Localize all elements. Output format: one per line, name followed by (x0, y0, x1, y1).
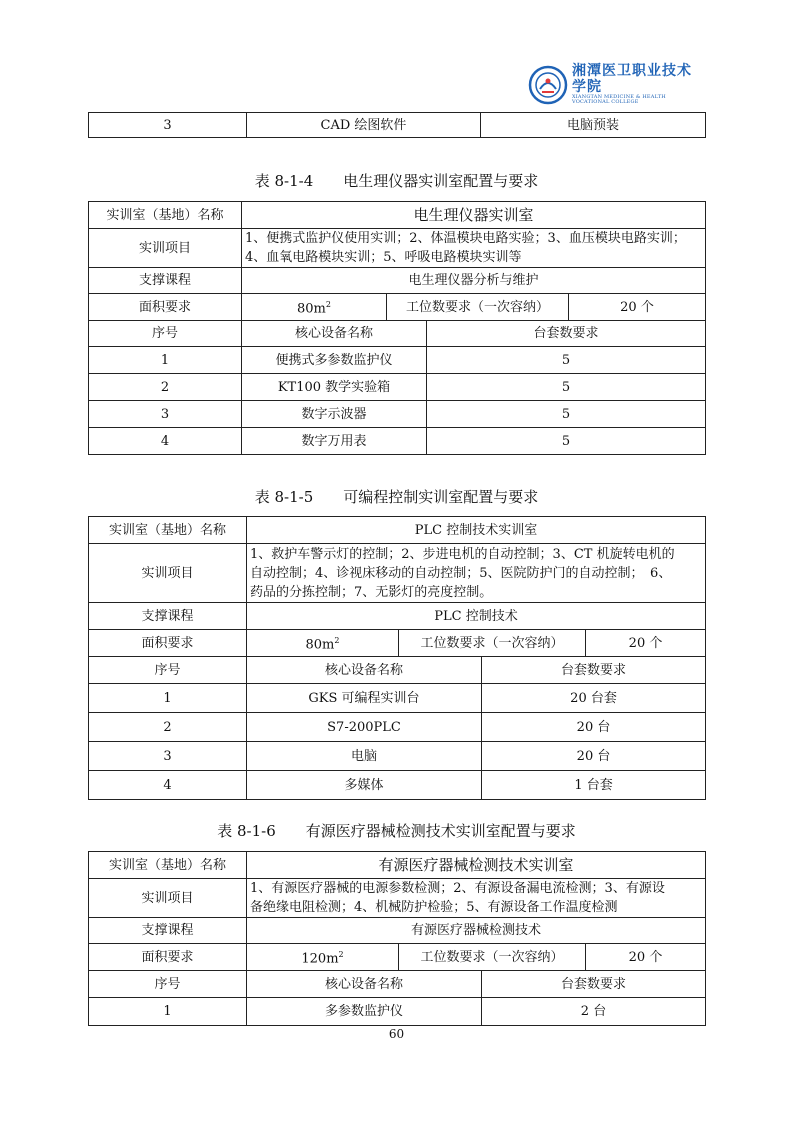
config-table-8-1-4 (88, 201, 706, 455)
projects-line: 1、救护车警示灯的控制；2、步进电机的自动控制；3、CT 机旋转电机的 (250, 546, 675, 562)
station-label: 工位数要求（一次容纳） (399, 630, 586, 657)
area-number: 120m (301, 951, 339, 967)
table-header-row (89, 321, 706, 347)
table-row (89, 428, 706, 455)
equipment-name: 多媒体 (247, 771, 482, 800)
school-emblem-icon (528, 65, 568, 105)
page-number: 60 (388, 1027, 405, 1041)
projects-line: 自动控制；4、诊视床移动的自动控制；5、医院防护门的自动控制； 6、 (250, 565, 672, 581)
table-row (89, 374, 706, 401)
row-number: 3 (89, 742, 247, 771)
equipment-count: 5 (427, 401, 706, 428)
projects-value (247, 544, 706, 603)
equipment-count: 20 台 (482, 713, 706, 742)
row-number: 1 (89, 347, 242, 374)
equipment-name: 数字万用表 (242, 428, 427, 455)
row-number: 3 (89, 401, 242, 428)
equipment-name: 电脑 (247, 742, 482, 771)
column-header-name: 核心设备名称 (242, 321, 427, 347)
area-unit-exponent: 2 (334, 636, 340, 646)
area-unit-exponent: 2 (338, 950, 344, 960)
table-caption: 表 8-1-6 有源医疗器械检测技术实训室配置与要求 (217, 822, 576, 840)
table-row (89, 684, 706, 713)
station-value: 20 个 (569, 294, 706, 321)
table-row (89, 998, 706, 1026)
projects-label: 实训项目 (89, 544, 247, 603)
area-value (247, 630, 399, 657)
table-row (89, 294, 706, 321)
school-name: 湘潭医卫职业技术学院 (572, 63, 692, 95)
row-number: 1 (89, 684, 247, 713)
table-caption: 表 8-1-4 电生理仪器实训室配置与要求 (254, 172, 539, 190)
projects-value (247, 879, 706, 918)
equipment-name: CAD 绘图软件 (247, 113, 481, 138)
row-number: 4 (89, 771, 247, 800)
table-row (89, 544, 706, 603)
school-name-english: XIANGTAN MEDICINE & HEALTH VOCATIONAL COLLEGE (572, 93, 666, 106)
equipment-requirement: 电脑预装 (481, 113, 706, 138)
table-row (89, 771, 706, 800)
area-number: 80m (297, 301, 326, 317)
area-value (247, 944, 399, 971)
table-row (89, 852, 706, 879)
table-row (89, 944, 706, 971)
column-header-name: 核心设备名称 (247, 971, 482, 998)
table-header-row (89, 657, 706, 684)
equipment-count: 1 台套 (482, 771, 706, 800)
column-header-count: 台套数要求 (482, 971, 706, 998)
projects-label: 实训项目 (89, 229, 242, 268)
area-value (242, 294, 387, 321)
table-caption: 表 8-1-5 可编程控制实训室配置与要求 (254, 488, 539, 506)
column-header-name: 核心设备名称 (247, 657, 482, 684)
projects-line: 药品的分拣控制；7、无影灯的亮度控制。 (250, 584, 493, 600)
table-header-row (89, 971, 706, 998)
column-header-count: 台套数要求 (482, 657, 706, 684)
station-value: 20 个 (586, 630, 706, 657)
projects-label: 实训项目 (89, 879, 247, 918)
table-row (89, 742, 706, 771)
course-label: 支撑课程 (89, 918, 247, 944)
equipment-count: 5 (427, 428, 706, 455)
area-number: 80m (305, 637, 335, 653)
course-label: 支撑课程 (89, 268, 242, 294)
config-table-8-1-6 (88, 851, 706, 1026)
station-label: 工位数要求（一次容纳） (399, 944, 586, 971)
course-label: 支撑课程 (89, 603, 247, 630)
row-number: 2 (89, 374, 242, 401)
area-unit-exponent: 2 (325, 300, 331, 310)
table-row (89, 401, 706, 428)
equipment-count: 5 (427, 374, 706, 401)
station-value: 20 个 (586, 944, 706, 971)
config-table-8-1-5 (88, 516, 706, 800)
equipment-count: 20 台 (482, 742, 706, 771)
room-name-label: 实训室（基地）名称 (89, 517, 247, 544)
course-value: PLC 控制技术 (247, 603, 706, 630)
course-value: 有源医疗器械检测技术 (247, 918, 706, 944)
table-row (89, 347, 706, 374)
table-row (89, 202, 706, 229)
equipment-name: GKS 可编程实训台 (247, 684, 482, 713)
continued-table (88, 112, 706, 138)
room-name-value: 有源医疗器械检测技术实训室 (247, 852, 706, 879)
column-header-no: 序号 (89, 321, 242, 347)
table-row (89, 113, 706, 138)
course-value: 电生理仪器分析与维护 (242, 268, 706, 294)
table-row (89, 268, 706, 294)
projects-line: 4、血氧电路模块实训；5、呼吸电路模块实训等 (245, 250, 522, 265)
column-header-no: 序号 (89, 971, 247, 998)
row-number: 4 (89, 428, 242, 455)
projects-line: 备绝缘电阻检测；4、机械防护检验；5、有源设备工作温度检测 (250, 900, 618, 915)
column-header-count: 台套数要求 (427, 321, 706, 347)
equipment-name: S7-200PLC (247, 713, 482, 742)
projects-line: 1、有源医疗器械的电源参数检测；2、有源设备漏电流检测；3、有源设 (250, 881, 665, 896)
equipment-name: 多参数监护仪 (247, 998, 482, 1026)
school-logo (528, 64, 704, 106)
area-label: 面积要求 (89, 630, 247, 657)
table-row (89, 918, 706, 944)
row-number: 3 (89, 113, 247, 138)
equipment-count: 20 台套 (482, 684, 706, 713)
area-label: 面积要求 (89, 944, 247, 971)
station-label: 工位数要求（一次容纳） (387, 294, 569, 321)
projects-value (242, 229, 706, 268)
equipment-count: 5 (427, 347, 706, 374)
table-row (89, 603, 706, 630)
table-row (89, 517, 706, 544)
equipment-name: 数字示波器 (242, 401, 427, 428)
row-number: 1 (89, 998, 247, 1026)
room-name-value: 电生理仪器实训室 (242, 202, 706, 229)
room-name-value: PLC 控制技术实训室 (247, 517, 706, 544)
table-row (89, 713, 706, 742)
equipment-name: KT100 教学实验箱 (242, 374, 427, 401)
column-header-no: 序号 (89, 657, 247, 684)
area-label: 面积要求 (89, 294, 242, 321)
room-name-label: 实训室（基地）名称 (89, 202, 242, 229)
equipment-name: 便携式多参数监护仪 (242, 347, 427, 374)
table-row (89, 630, 706, 657)
table-row (89, 229, 706, 268)
table-row (89, 879, 706, 918)
row-number: 2 (89, 713, 247, 742)
room-name-label: 实训室（基地）名称 (89, 852, 247, 879)
equipment-count: 2 台 (482, 998, 706, 1026)
projects-line: 1、便携式监护仪使用实训；2、体温模块电路实验；3、血压模块电路实训； (245, 231, 686, 246)
